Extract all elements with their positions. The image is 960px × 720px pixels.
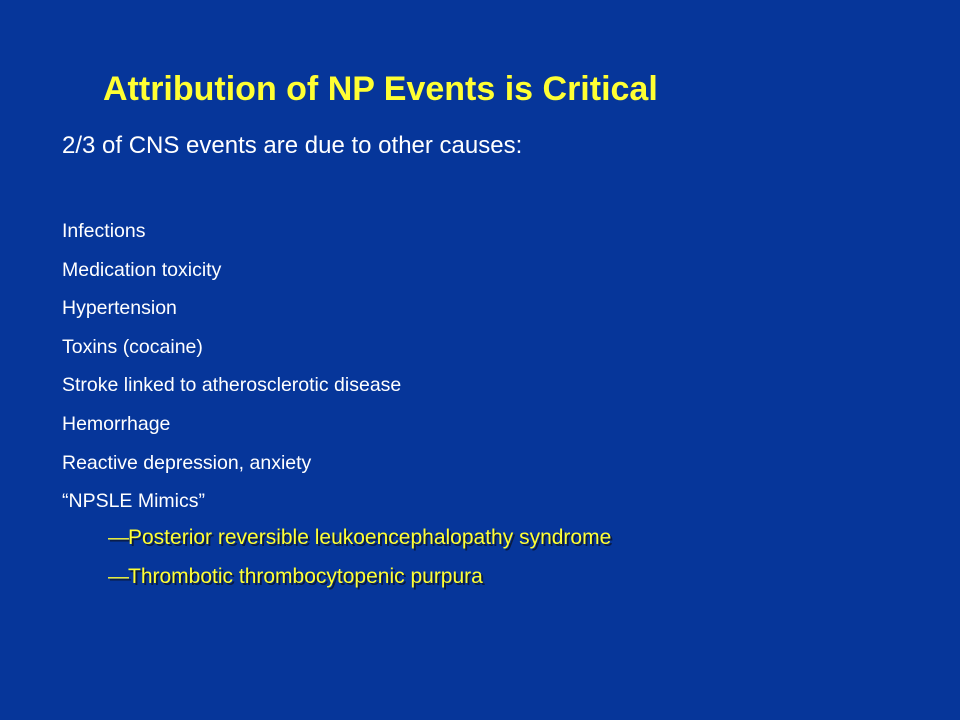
sublist-item-label: Thrombotic thrombocytopenic purpura bbox=[128, 564, 483, 588]
list-item: Medication toxicity bbox=[62, 258, 222, 281]
dash-bullet-icon: — bbox=[108, 526, 129, 549]
mimics-sublist bbox=[108, 519, 611, 596]
cause-list bbox=[62, 212, 401, 521]
sublist-item bbox=[108, 558, 611, 597]
dash-bullet-icon: — bbox=[108, 564, 129, 588]
slide-title: Attribution of NP Events is Critical bbox=[103, 70, 658, 108]
list-item: Toxins (cocaine) bbox=[62, 335, 203, 358]
sublist-item-label: Posterior reversible leukoencephalopathy syndrome bbox=[128, 526, 612, 549]
list-item: Stroke linked to atherosclerotic disease bbox=[62, 374, 402, 397]
list-item: “NPSLE Mimics” bbox=[62, 490, 206, 513]
slide-subtitle: 2/3 of CNS events are due to other causes: bbox=[62, 132, 523, 159]
list-item: Hemorrhage bbox=[62, 412, 171, 435]
list-item: Hypertension bbox=[62, 297, 177, 320]
list-item: Infections bbox=[62, 220, 146, 242]
list-item: Reactive depression, anxiety bbox=[62, 451, 312, 474]
sublist-item bbox=[108, 519, 611, 558]
